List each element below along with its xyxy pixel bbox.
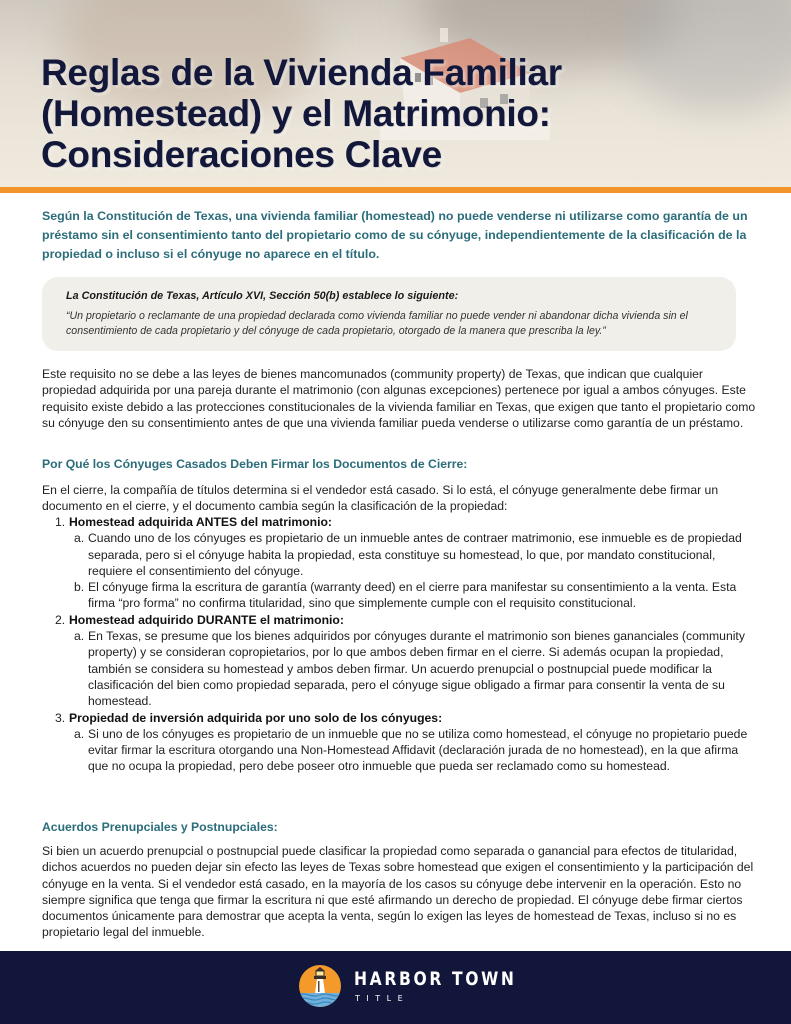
page-title [41, 52, 562, 175]
list-item [55, 514, 758, 530]
title-line-1: Reglas de la Vivienda Familiar [41, 52, 562, 93]
list-item-label: Propiedad de inversión adquirida por uno solo de los cónyuges: [69, 710, 443, 725]
list-number: 3. [55, 710, 66, 725]
section-heading-closing-docs: Por Qué los Cónyuges Casados Deben Firmar los Documentos de Cierre: [42, 457, 468, 471]
sub-letter: a. [74, 531, 85, 546]
prenup-paragraph: Si bien un acuerdo prenupcial o postnupcial puede clasificar la propiedad como separada o ganancial para efectos de titularidad, dichos acuerdos no pueden dejar sin efecto las leyes de Texas sobre homestead que exigen el consentimiento y la participación del cónyuge en la venta. Si el vendedor está casado, en la mayoría de los casos su cónyuge debe intervenir en la operación. Esto no siempre significa que tenga que firmar la escritura ni que esté afirmando un derecho de propiedad. El cónyuge debe firmar ciertos documentos únicamente para demostrar que acepta la venta, según lo exigen las leyes de homestead de Texas, incluso si no es propietario legal del inmueble. [42, 844, 754, 940]
constitution-quote-box [42, 277, 736, 351]
brand-subtitle: TITLE [355, 994, 410, 1003]
accent-divider [0, 187, 791, 193]
list-item-label: Homestead adquirida ANTES del matrimonio: [69, 515, 332, 529]
list-item [55, 612, 758, 628]
sub-list-item [74, 628, 758, 709]
section-intro-paragraph: En el cierre, la compañía de títulos determina si el vendedor está casado. Si lo está, el cónyuge generalmente debe firmar un documento en el cierre, y el documento cambia según la clasificación de la propiedad: [42, 483, 719, 514]
section-heading-prenup: Acuerdos Prenupciales y Postnupciales: [42, 820, 278, 834]
sub-letter: a. [74, 629, 85, 644]
title-line-2: (Homestead) y el Matrimonio: [41, 93, 551, 134]
body-paragraph-1: Este requisito no se debe a las leyes de bienes mancomunados (community property) de Texas, que indican que cualquier propiedad adquirida por una pareja durante el matrimonio (con algunas excepciones) pertenece por igual a ambos cónyuges. Este requisito existe debido a las protecciones constitucionales de la vivienda familiar en Texas, que exigen que tanto el propietario como su cónyuge den su consentimiento antes de que una vivienda familiar pueda venderse o utilizarse como garantía de un préstamo. [42, 367, 756, 430]
header-banner [0, 0, 791, 187]
sub-item-text: En Texas, se presume que los bienes adquiridos por cónyuges durante el matrimonio son bienes gananciales (community property) y se consideran copropietarios, por lo que ambos deben firmar en el cierre. Si además ocupan la propiedad, también se considera su homestead y ambos deben firmar. Un acuerdo prenupcial o postnupcial puede modificar la clasificación del bien como propiedad separada, pero el cónyuge sigue obligado a firmar para consentir la venta de su homestead. [88, 629, 745, 709]
sub-list-item [74, 530, 758, 579]
background-photo-blur [620, 0, 791, 110]
sub-item-text: Cuando uno de los cónyuges es propietario de un inmueble antes de contraer matrimonio, ese inmueble es de propiedad separada, pero si el cónyuge habita la propiedad, esta constituye su homestead, lo que, por mandato constitucional, requiere el consentimiento del cónyuge. [88, 531, 742, 578]
intro-paragraph: Según la Constitución de Texas, una vivienda familiar (homestead) no puede venderse ni utilizarse como garantía de un préstamo sin el consentimiento tanto del propietario como de su cónyuge, independientemente de la clasificación de la propiedad o incluso si el cónyuge no aparece en el título. [42, 209, 748, 261]
sub-list-item [74, 579, 758, 612]
sub-item-text: El cónyuge firma la escritura de garantía (warranty deed) en el cierre para manifestar su consentimiento a la venta. Esta firma “pro forma” no confirma titularidad, sino que simplemente cumple con el requisito constitucional. [88, 580, 737, 611]
sub-letter: a. [74, 726, 85, 741]
brand-name: HARBOR TOWN [354, 968, 517, 990]
quote-text: “Un propietario o reclamante de una propiedad declarada como vivienda familiar no puede vender ni abandonar dicha vivienda sin el consentimiento de cada propietario y del cónyuge de cada propietario, otorgado de la manera que prescriba la ley.” [66, 310, 688, 337]
list-item-label: Homestead adquirido DURANTE el matrimonio: [69, 612, 344, 627]
classification-list [42, 514, 758, 775]
list-item [55, 710, 758, 726]
quote-title: La Constitución de Texas, Artículo XVI, Sección 50(b) establece lo siguiente: [66, 290, 459, 302]
sub-list-item [74, 726, 758, 775]
sub-letter: b. [74, 580, 85, 595]
list-number: 1. [55, 515, 66, 529]
title-line-3: Consideraciones Clave [41, 134, 442, 175]
list-number: 2. [55, 612, 66, 627]
lighthouse-icon [298, 964, 342, 1008]
sub-item-text: Si uno de los cónyuges es propietario de un inmueble que no se utiliza como homestead, el cónyuge no propietario puede evitar firmar la escritura otorgando una Non-Homestead Affidavit (declaración jurada de no homestead), en la que afirma que no ocupa la propiedad, pero debe poseer otro inmueble que pueda ser reclamado como su homestead. [88, 726, 748, 774]
